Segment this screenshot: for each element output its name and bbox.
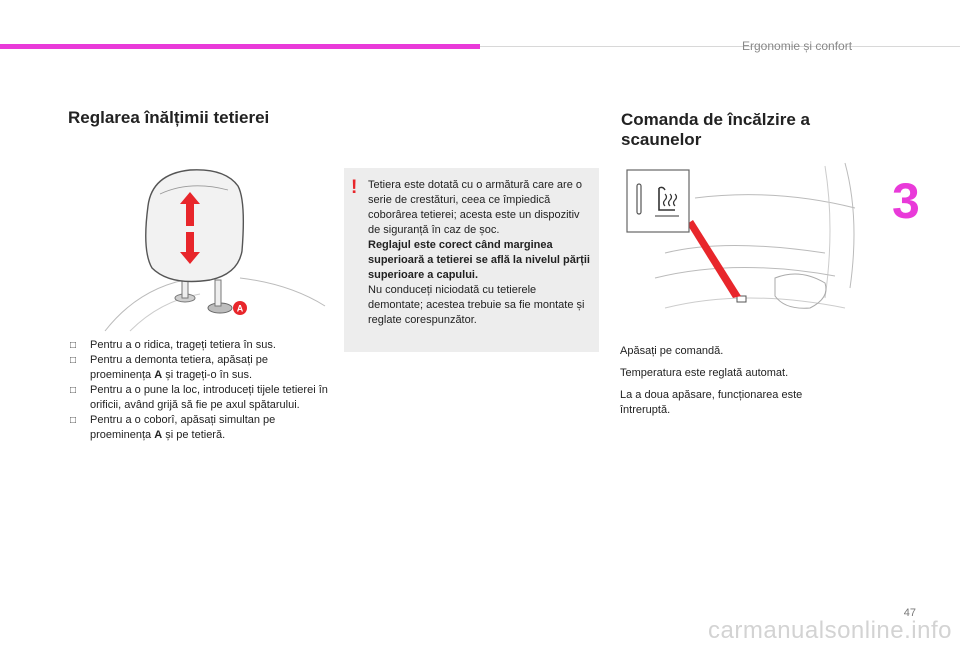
seat-heating-illustration (625, 158, 865, 333)
checkbox-bullet-icon: □ (70, 340, 77, 351)
header-accent-bar (0, 44, 480, 49)
checkbox-bullet-icon: □ (70, 355, 77, 366)
seat-heating-instructions (620, 344, 850, 425)
list-item: □ Pentru a o coborî, apăsați simultan pe proeminența A și pe tetieră. (70, 414, 276, 441)
paragraph: Apăsați pe comandă. (620, 345, 724, 357)
headrest-title: Reglarea înălțimii tetierei (68, 108, 270, 127)
list-item: □ Pentru a o pune la loc, introduceți tijele tetierei în orificii, având grijă să fie pe axul spătarului. (70, 384, 328, 411)
page-number: 47 (903, 607, 916, 619)
header-rule (480, 46, 960, 47)
warning-box (344, 168, 599, 352)
list-item: □ Pentru a o ridica, trageți tetiera în sus. (70, 339, 276, 351)
headrest-illustration (100, 156, 330, 336)
checkbox-bullet-icon: □ (70, 415, 77, 426)
checkbox-bullet-icon: □ (70, 385, 77, 396)
paragraph: La a doua apăsare, funcționarea este întreruptă. (620, 389, 803, 416)
warning-text: Tetiera este dotată cu o armătură care are o serie de crestături, ceea ce împiedică coborârea tetierei; acesta este un dispozitiv de siguranță în caz de șoc. Reglajul este corect când marginea superioară a tetierei se află la nivelul părții superioare a capului. Nu conduceți niciodată cu tetierele demontate; acestea trebuie sa fie montate și reglate corespunzător. (368, 179, 590, 326)
paragraph: Temperatura este reglată automat. (620, 367, 789, 379)
callout-a-label: A (236, 303, 244, 314)
headrest-instructions (70, 338, 332, 443)
warning-exclamation-icon: ! (351, 177, 358, 198)
watermark: carmanualsonline.info (708, 617, 952, 644)
seat-button-icon (737, 296, 746, 302)
chapter-number: 3 (892, 173, 920, 229)
list-item: □ Pentru a demonta tetiera, apăsați pe proeminența A și trageți-o în sus. (70, 354, 268, 381)
seat-heating-title: Comanda de încălzire a scaunelor (621, 110, 810, 149)
section-title: Ergonomie și confort (742, 39, 853, 53)
